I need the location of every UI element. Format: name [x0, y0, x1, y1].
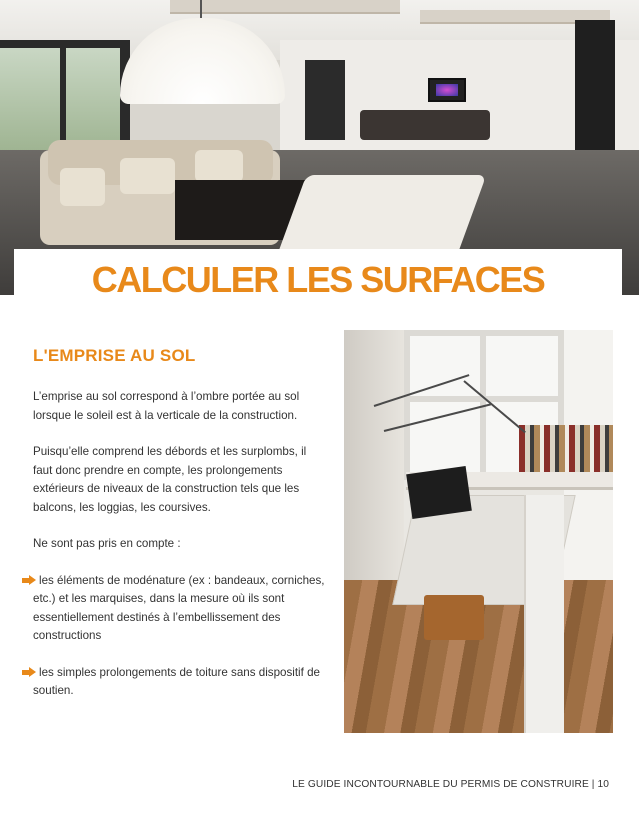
section-heading: L'EMPRISE AU SOL: [33, 346, 196, 365]
bullet-item-toiture: [33, 664, 325, 701]
paragraph-exclusions-intro: Ne sont pas pris en compte :: [33, 537, 181, 550]
bullet-text: les simples prolongements de toiture sans dispositif de soutien.: [33, 665, 320, 697]
bullet-text: les éléments de modénature (ex : bandeaux, corniches, etc.) et les marquises, dans la mesure où ils sont essentiellement destinés à l’embellissement des constructions: [33, 573, 325, 642]
section-emprise-au-sol: [33, 346, 325, 719]
page-title: CALCULER LES SURFACES: [91, 259, 545, 300]
page-footer: LE GUIDE INCONTOURNABLE DU PERMIS DE CONSTRUIRE | 10: [292, 779, 609, 790]
photo-office-mezzanine: [344, 330, 613, 733]
bullet-item-modenature: [33, 572, 325, 646]
paragraph-definition: L’emprise au sol correspond à l’ombre portée au sol lorsque le soleil est à la verticale de la construction.: [33, 390, 300, 422]
title-band: [14, 249, 622, 311]
paragraph-debords: Puisqu’elle comprend les débords et les surplombs, il faut donc prendre en compte, les prolongements extérieurs de niveaux de la construction tels que les balcons, les loggias, les coursives.: [33, 445, 307, 514]
arrow-right-icon: [22, 667, 36, 678]
arrow-right-icon: [22, 575, 36, 586]
